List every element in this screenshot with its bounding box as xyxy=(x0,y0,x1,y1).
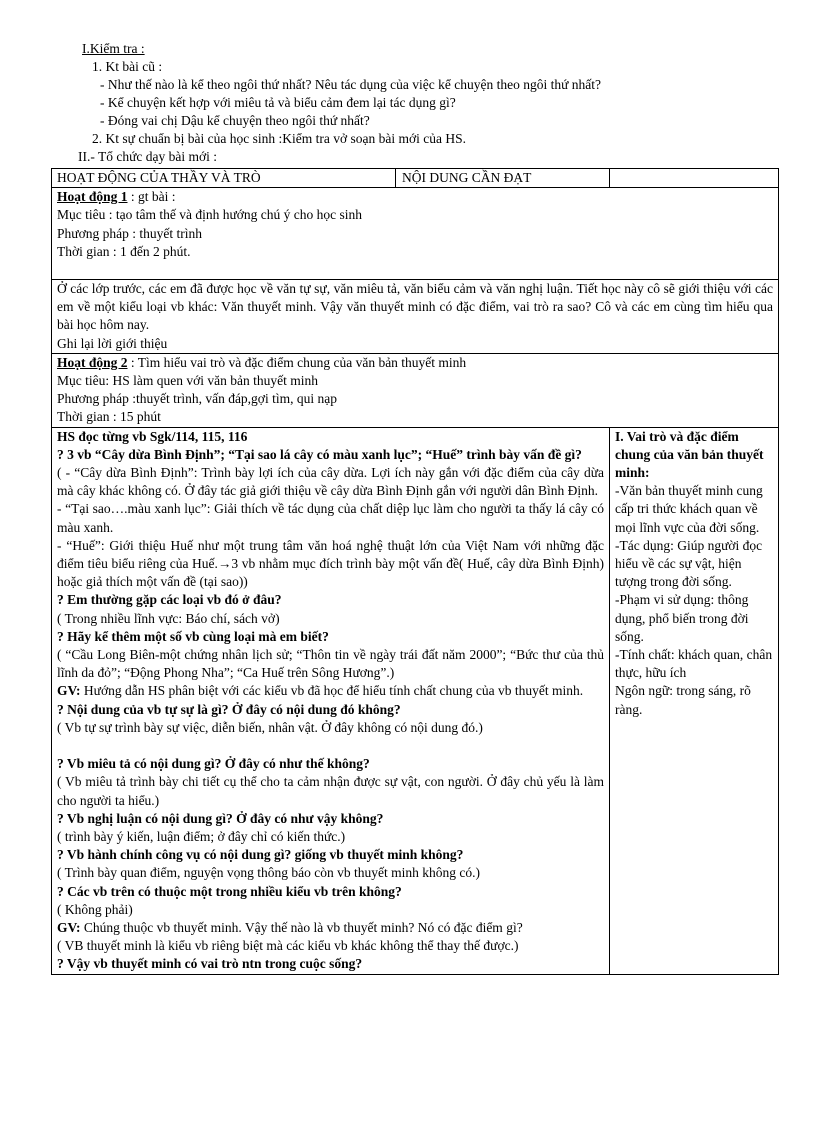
activity-2-time: Thời gian : 15 phút xyxy=(57,409,161,425)
header-cell-empty xyxy=(610,169,779,188)
left-question: ? Em thường gặp các loại vb đó ở đâu? xyxy=(57,592,282,608)
activity-2-title-rest: : Tìm hiểu vai trò và đặc điểm chung của văn bản thuyết minh xyxy=(127,354,467,370)
left-answer: - “Tại sao….màu xanh lục”: Giải thích về tác dụng của chất diệp lục làm cho người ta thấy lá cây có màu xanh. xyxy=(57,501,604,535)
right-heading: I. Vai trò và đặc điểm chung của văn bản thuyết minh: xyxy=(615,428,764,481)
activity-1-objective: Mục tiêu : tạo tâm thế và định hướng chú ý cho học sinh xyxy=(57,207,363,223)
left-question: ? Vb miêu tả có nội dung gì? Ở đây có như thế không? xyxy=(57,756,370,772)
left-question: ? Nội dung của vb tự sự là gì? Ở đây có nội dung đó không? xyxy=(57,701,401,717)
section-heading-new-lesson: II.- Tổ chức dạy bài mới : xyxy=(78,149,218,164)
table-header-row xyxy=(52,169,779,188)
activity-1-cell xyxy=(52,188,779,280)
right-point: -Phạm vi sử dụng: thông dụng, phổ biến trong đời sống. xyxy=(615,592,749,644)
gv-label: GV: xyxy=(57,919,81,935)
question-3: - Đóng vai chị Dậu kể chuyện theo ngôi thứ nhất? xyxy=(100,113,370,128)
item-preparation-check: 2. Kt sự chuẩn bị bài của học sinh :Kiểm tra vở soạn bài mới của HS. xyxy=(92,131,467,146)
left-answer: - “Huế”: Giới thiệu Huế như một trung tâm văn hoá nghệ thuật lớn của Việt Nam với những đặc điểm tiêu biểu riêng của Huế.→3 vb nhằm mục đích trình bày một vấn đề( Huế, cây dừa Bình Định) hoặc giả thích một vấn đề (tại sao)) xyxy=(57,537,604,590)
left-answer: ( VB thuyết minh là kiểu vb riêng biệt mà các kiểu vb khác không thể thay thế được.) xyxy=(57,938,519,954)
gv-instruction: Chúng thuộc vb thuyết minh. Vậy thế nào là vb thuyết minh? Nó có đặc điểm gì? xyxy=(80,919,523,935)
left-question: ? Vậy vb thuyết minh có vai trò ntn trong cuộc sống? xyxy=(57,956,363,972)
header-cell xyxy=(52,169,610,188)
activity-1-time: Thời gian : 1 đến 2 phút. xyxy=(57,243,191,259)
activity-1-title: Hoạt động 1 xyxy=(57,189,128,205)
activity-2-method: Phương pháp :thuyết trình, vấn đáp,gợi tìm, qui nạp xyxy=(57,391,337,407)
right-point: -Văn bản thuyết minh cung cấp tri thức khách quan về mọi lĩnh vực của đời sống. xyxy=(615,483,763,535)
question-2: - Kể chuyện kết hợp với miêu tả và biểu cảm đem lại tác dụng gì? xyxy=(100,95,456,110)
section-heading-kiem-tra: I.Kiểm tra : xyxy=(82,41,145,56)
question-1: - Như thế nào là kể theo ngôi thứ nhất? Nêu tác dụng của việc kể chuyện theo ngôi thứ nhất? xyxy=(100,77,602,92)
intro-text: Ở các lớp trước, các em đã được học về văn tự sự, văn miêu tả, văn biểu cảm và văn nghị luận. Tiết học này cô sẽ giới thiệu với các em về một kiểu loại vb khác: Văn thuyết minh. Vậy văn thuyết minh có đặc điểm, vai trò ra sao? Cô và các em cùng tìm hiểu qua bài học hôm nay. xyxy=(57,281,773,333)
teacher-student-activities xyxy=(52,427,610,974)
left-answer: ( Trình bày quan điểm, nguyện vọng thông báo còn vb thuyết minh không có.) xyxy=(57,865,480,881)
intro-cell xyxy=(52,280,779,354)
col2-header: NỘI DUNG CẦN ĐẠT xyxy=(395,169,531,187)
activity-1-row xyxy=(52,188,779,280)
left-line: HS đọc từng vb Sgk/114, 115, 116 xyxy=(57,428,248,444)
left-question: ? Hãy kể thêm một số vb cùng loại mà em biết? xyxy=(57,628,329,644)
activity-2-row xyxy=(52,353,779,427)
content-row xyxy=(52,427,779,974)
intro-row xyxy=(52,280,779,354)
intro-note: Ghi lại lời giới thiệu xyxy=(57,335,168,351)
gv-instruction: Hướng dẫn HS phân biệt với các kiểu vb đã học để hiểu tính chất chung của vb thuyết minh. xyxy=(80,683,584,699)
item-old-lesson-check: 1. Kt bài cũ : xyxy=(92,59,163,74)
activity-1-method: Phương pháp : thuyết trình xyxy=(57,225,202,241)
right-point: -Tính chất: khách quan, chân thực, hữu ích xyxy=(615,647,773,681)
left-answer: ( Không phải) xyxy=(57,901,133,917)
left-question: ? Vb nghị luận có nội dung gì? Ở đây có như vậy không? xyxy=(57,810,384,826)
col1-header: HOẠT ĐỘNG CỦA THẦY VÀ TRÒ xyxy=(57,170,261,185)
content-to-achieve xyxy=(610,427,779,974)
left-answer: ( trình bày ý kiến, luận điểm; ở đây chỉ có kiến thức.) xyxy=(57,828,346,844)
lesson-table xyxy=(51,168,779,975)
activity-2-objective: Mục tiêu: HS làm quen với văn bản thuyết minh xyxy=(57,373,318,389)
left-question: ? Các vb trên có thuộc một trong nhiều kiểu vb trên không? xyxy=(57,883,402,899)
left-question: ? 3 vb “Cây dừa Bình Định”; “Tại sao lá cây có màu xanh lục”; “Huế” trình bày vấn đề gì? xyxy=(57,446,582,462)
left-answer: ( - “Cây dừa Bình Định”: Trình bày lợi ích của cây dừa. Lợi ích này gắn với đặc điểm của cây dừa mà cây khác không có. Ở đây tác giả giới thiệu về cây dừa Bình Định gắn với người dân Bình Định. xyxy=(57,465,604,499)
gv-label: GV: xyxy=(57,683,81,699)
left-answer: ( Vb miêu tả trình bày chi tiết cụ thể cho ta cảm nhận được sự vật, con người. Ở đây chủ yếu là làm cho người ta hiểu.) xyxy=(57,774,604,808)
activity-2-cell xyxy=(52,353,779,427)
activity-1-title-rest: : gt bài : xyxy=(127,189,176,205)
left-answer: ( “Cầu Long Biên-một chứng nhân lịch sử; “Thôn tin về ngày trái đất năm 2000”; “Bức thư của thủ lĩnh da đỏ”; “Động Phong Nha”; “Ca Huế trên Sông Hương”.) xyxy=(57,647,604,681)
left-answer: ( Vb tự sự trình bày sự việc, diễn biến, nhân vật. Ở đây không có nội dung đó.) xyxy=(57,719,483,735)
activity-2-title: Hoạt động 2 xyxy=(57,354,128,370)
left-question: ? Vb hành chính công vụ có nội dung gì? giống vb thuyết minh không? xyxy=(57,847,464,863)
right-point: Ngôn ngữ: trong sáng, rõ ràng. xyxy=(615,683,751,717)
right-point: -Tác dụng: Giúp người đọc hiểu về các sự vật, hiện tượng trong đời sống. xyxy=(615,537,763,590)
left-answer: ( Trong nhiều lĩnh vực: Báo chí, sách vở) xyxy=(57,610,280,626)
